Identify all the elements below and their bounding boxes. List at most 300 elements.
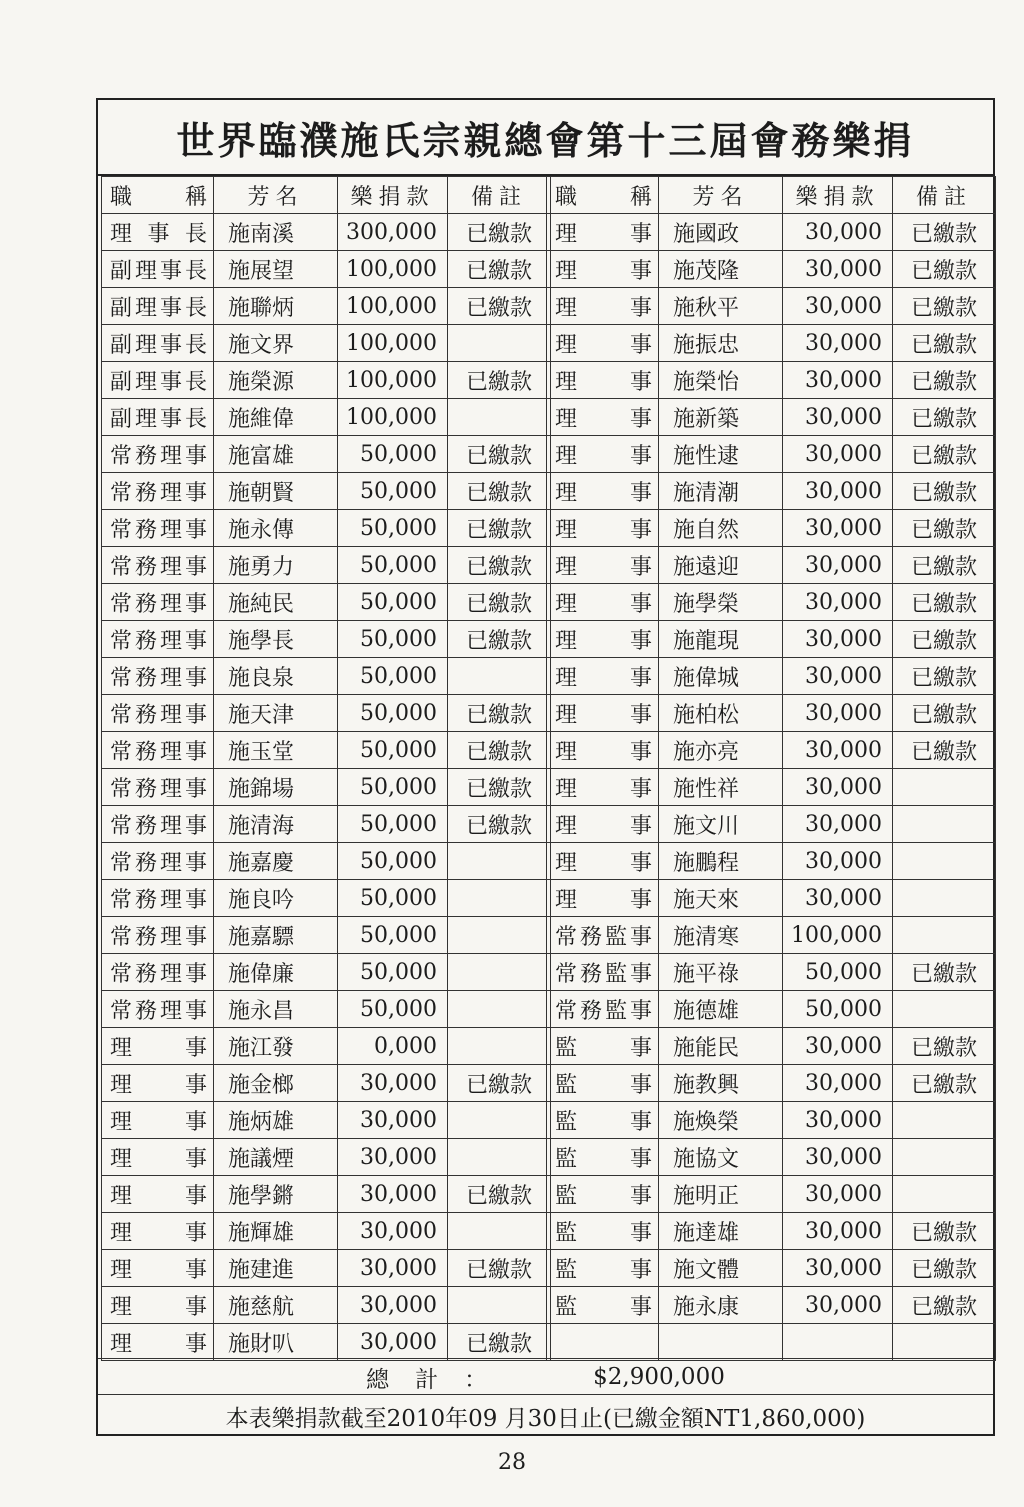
donor-name: 施清潮 [659, 473, 783, 510]
table-row [102, 806, 551, 843]
payment-note [448, 1028, 551, 1065]
donor-name: 施純民 [214, 584, 338, 621]
donation-amount: 30,000 [783, 584, 893, 621]
title-cell [547, 251, 659, 288]
donation-amount: 50,000 [338, 917, 448, 954]
donation-table-frame [96, 98, 995, 1436]
payment-note: 已繳款 [448, 473, 551, 510]
table-row [547, 547, 996, 584]
donation-amount: 30,000 [783, 1176, 893, 1213]
donation-amount: 100,000 [338, 399, 448, 436]
donation-amount: 30,000 [783, 510, 893, 547]
title-cell [547, 732, 659, 769]
donation-amount: 30,000 [783, 1213, 893, 1250]
position-title: 常 務 理 事 [110, 924, 207, 950]
table-row [547, 1028, 996, 1065]
position-title: 常 務 理 事 [110, 443, 207, 469]
title-cell [547, 1028, 659, 1065]
payment-note: 已繳款 [893, 547, 996, 584]
title-cell [547, 547, 659, 584]
position-title: 理 事 [555, 258, 652, 284]
table-row [102, 1102, 551, 1139]
table-row [547, 1102, 996, 1139]
donor-name: 施展望 [214, 251, 338, 288]
title-cell [547, 584, 659, 621]
title-cell [102, 436, 214, 473]
table-row [102, 732, 551, 769]
donation-amount: 50,000 [338, 843, 448, 880]
donor-name: 施偉廉 [214, 954, 338, 991]
position-title: 副 理 事 長 [110, 369, 207, 395]
table-header-row [102, 177, 551, 214]
position-title: 理 事 [555, 332, 652, 358]
donation-amount: 50,000 [783, 991, 893, 1028]
position-title: 監 事 [555, 1294, 652, 1320]
donation-amount: 50,000 [338, 732, 448, 769]
table-row [547, 658, 996, 695]
donor-name: 施文界 [214, 325, 338, 362]
position-title: 理 事 [555, 776, 652, 802]
payment-note: 已繳款 [893, 325, 996, 362]
table-row [547, 1324, 996, 1361]
title-cell [102, 1139, 214, 1176]
title-cell [102, 991, 214, 1028]
title-cell [102, 769, 214, 806]
position-title: 理 事 [110, 1183, 207, 1209]
position-title: 理 事 [555, 369, 652, 395]
title-cell [102, 1213, 214, 1250]
donation-amount: 30,000 [783, 880, 893, 917]
title-cell [547, 214, 659, 251]
position-title: 常 務 理 事 [110, 628, 207, 654]
donation-amount: 50,000 [338, 954, 448, 991]
donation-amount: 30,000 [783, 843, 893, 880]
table-row [102, 362, 551, 399]
position-title: 理 事 [555, 591, 652, 617]
position-title: 副 理 事 長 [110, 406, 207, 432]
table-row [102, 510, 551, 547]
title-cell [547, 288, 659, 325]
donor-name: 施永昌 [214, 991, 338, 1028]
title-cell [547, 658, 659, 695]
position-title: 副 理 事 長 [110, 295, 207, 321]
table-row [547, 362, 996, 399]
payment-note [448, 325, 551, 362]
title-cell [547, 1176, 659, 1213]
donor-name: 施永康 [659, 1287, 783, 1324]
payment-note [893, 917, 996, 954]
payment-note [448, 1139, 551, 1176]
title-cell [102, 1065, 214, 1102]
position-title: 常 務 理 事 [110, 887, 207, 913]
donation-amount: 50,000 [338, 769, 448, 806]
donor-name: 施良泉 [214, 658, 338, 695]
position-title: 監 事 [555, 1183, 652, 1209]
position-title: 常 務 理 事 [110, 665, 207, 691]
donor-name: 施柏松 [659, 695, 783, 732]
donor-name: 施性祥 [659, 769, 783, 806]
left-donor-table [101, 176, 551, 1361]
position-title: 監 事 [555, 1220, 652, 1246]
table-row [102, 917, 551, 954]
payment-note: 已繳款 [893, 732, 996, 769]
payment-note: 已繳款 [893, 399, 996, 436]
payment-note: 已繳款 [448, 288, 551, 325]
position-title: 常 務 理 事 [110, 591, 207, 617]
payment-note [893, 1102, 996, 1139]
position-title: 理 事 [555, 443, 652, 469]
payment-note: 已繳款 [893, 621, 996, 658]
title-cell [547, 917, 659, 954]
table-row [102, 547, 551, 584]
total-row [98, 1358, 993, 1395]
donation-amount: 30,000 [783, 1250, 893, 1287]
payment-note: 已繳款 [448, 1065, 551, 1102]
title-cell [102, 547, 214, 584]
donor-name: 施炳雄 [214, 1102, 338, 1139]
donation-amount: 30,000 [783, 1139, 893, 1176]
page-number: 28 [498, 1450, 526, 1475]
position-title: 理 事 [110, 1294, 207, 1320]
payment-note [893, 1324, 996, 1361]
donor-name: 施清寒 [659, 917, 783, 954]
payment-note [893, 843, 996, 880]
table-row [102, 769, 551, 806]
position-title: 理 事 [555, 887, 652, 913]
donor-name: 施永傳 [214, 510, 338, 547]
donor-name: 施茂隆 [659, 251, 783, 288]
table-row [547, 1287, 996, 1324]
table-row [547, 288, 996, 325]
donation-amount: 30,000 [338, 1250, 448, 1287]
title-cell [547, 362, 659, 399]
table-row [547, 214, 996, 251]
donor-name: 施聯炳 [214, 288, 338, 325]
title-cell [102, 473, 214, 510]
title-cell [102, 288, 214, 325]
title-cell [102, 917, 214, 954]
donor-name: 施良吟 [214, 880, 338, 917]
donor-name: 施明正 [659, 1176, 783, 1213]
right-donor-table [546, 176, 996, 1361]
payment-note: 已繳款 [893, 695, 996, 732]
position-title: 常 務 監 事 [555, 924, 652, 950]
position-title: 理 事 [555, 517, 652, 543]
donor-name: 施財叭 [214, 1324, 338, 1361]
position-title: 副 理 事 長 [110, 258, 207, 284]
donor-name: 施天津 [214, 695, 338, 732]
donation-amount: 30,000 [338, 1287, 448, 1324]
title-cell [547, 325, 659, 362]
donor-name: 施偉城 [659, 658, 783, 695]
position-title: 理 事 [555, 406, 652, 432]
table-row [547, 251, 996, 288]
title-cell [547, 1287, 659, 1324]
table-row [102, 1287, 551, 1324]
total-label: 總計： [366, 1366, 514, 1393]
payment-note [448, 1213, 551, 1250]
header-amount: 樂捐款 [783, 177, 893, 214]
donation-amount: 30,000 [338, 1213, 448, 1250]
table-row [547, 436, 996, 473]
table-row [102, 991, 551, 1028]
table-row [547, 473, 996, 510]
donation-amount: 50,000 [338, 991, 448, 1028]
donor-name: 施玉堂 [214, 732, 338, 769]
donation-amount: 0,000 [338, 1028, 448, 1065]
table-row [102, 1139, 551, 1176]
donation-amount: 100,000 [783, 917, 893, 954]
table-row [547, 584, 996, 621]
payment-note: 已繳款 [893, 362, 996, 399]
donation-amount: 30,000 [783, 251, 893, 288]
payment-note [448, 1287, 551, 1324]
position-title: 理 事 [555, 665, 652, 691]
payment-note [448, 1102, 551, 1139]
table-row [547, 954, 996, 991]
payment-note: 已繳款 [448, 547, 551, 584]
payment-note [448, 658, 551, 695]
title-cell [547, 695, 659, 732]
position-title: 理 事 [110, 1331, 207, 1357]
payment-note: 已繳款 [448, 1324, 551, 1361]
donation-amount: 50,000 [338, 473, 448, 510]
position-title: 常 務 理 事 [110, 813, 207, 839]
donor-name: 施國政 [659, 214, 783, 251]
title-cell [547, 473, 659, 510]
donor-name: 施江發 [214, 1028, 338, 1065]
position-title: 理 事 [110, 1109, 207, 1135]
donation-amount: 30,000 [338, 1139, 448, 1176]
title-cell [102, 251, 214, 288]
table-row [547, 1250, 996, 1287]
table-row [102, 1213, 551, 1250]
payment-note: 已繳款 [893, 288, 996, 325]
donation-amount: 30,000 [783, 325, 893, 362]
table-row [547, 806, 996, 843]
title-cell [547, 399, 659, 436]
donor-name: 施榮源 [214, 362, 338, 399]
donation-amount: 30,000 [783, 1102, 893, 1139]
payment-note [893, 1176, 996, 1213]
payment-note [448, 843, 551, 880]
table-row [547, 732, 996, 769]
donation-amount: 30,000 [338, 1102, 448, 1139]
payment-note: 已繳款 [893, 214, 996, 251]
title-cell [547, 769, 659, 806]
payment-note: 已繳款 [448, 621, 551, 658]
donor-name: 施富雄 [214, 436, 338, 473]
position-title: 理 事 [555, 480, 652, 506]
donor-name: 施金榔 [214, 1065, 338, 1102]
donor-name: 施振忠 [659, 325, 783, 362]
title-cell [547, 1065, 659, 1102]
donor-name: 施南溪 [214, 214, 338, 251]
payment-note: 已繳款 [448, 695, 551, 732]
position-title: 監 事 [555, 1257, 652, 1283]
payment-note: 已繳款 [893, 1213, 996, 1250]
title-cell [547, 1324, 659, 1361]
position-title: 理 事 [110, 1072, 207, 1098]
title-cell [547, 991, 659, 1028]
payment-note: 已繳款 [893, 584, 996, 621]
table-row [547, 1139, 996, 1176]
table-row [547, 991, 996, 1028]
position-title: 理 事 [110, 1146, 207, 1172]
position-title: 常 務 理 事 [110, 776, 207, 802]
position-title: 理 事 [555, 554, 652, 580]
donation-amount: 50,000 [338, 436, 448, 473]
payment-note: 已繳款 [448, 732, 551, 769]
title-cell [547, 1213, 659, 1250]
donation-amount: 50,000 [338, 658, 448, 695]
payment-note: 已繳款 [448, 584, 551, 621]
payment-note: 已繳款 [448, 510, 551, 547]
title-cell [102, 621, 214, 658]
donation-amount: 30,000 [783, 658, 893, 695]
donation-amount: 100,000 [338, 288, 448, 325]
header-amount: 樂捐款 [338, 177, 448, 214]
title-cell [102, 399, 214, 436]
position-title: 常 務 理 事 [110, 998, 207, 1024]
donor-name: 施榮怡 [659, 362, 783, 399]
title-cell [547, 436, 659, 473]
table-row [547, 325, 996, 362]
title-cell [547, 621, 659, 658]
payment-note: 已繳款 [448, 436, 551, 473]
title-cell [102, 843, 214, 880]
title-cell [102, 806, 214, 843]
donation-amount: 30,000 [783, 806, 893, 843]
donor-name: 施秋平 [659, 288, 783, 325]
payment-note [448, 917, 551, 954]
payment-note [893, 880, 996, 917]
payment-note: 已繳款 [893, 436, 996, 473]
header-note: 備註 [448, 177, 551, 214]
title-cell [547, 1139, 659, 1176]
position-title: 理 事 長 [110, 221, 207, 247]
donor-name: 施清海 [214, 806, 338, 843]
donation-amount: 50,000 [338, 547, 448, 584]
header-name: 芳名 [214, 177, 338, 214]
position-title: 理 事 [555, 850, 652, 876]
payment-note: 已繳款 [448, 362, 551, 399]
donation-amount: 50,000 [783, 954, 893, 991]
donor-name [659, 1324, 783, 1361]
payment-note: 已繳款 [448, 806, 551, 843]
donor-name: 施自然 [659, 510, 783, 547]
payment-note: 已繳款 [893, 510, 996, 547]
table-row [102, 1250, 551, 1287]
position-title: 常 務 監 事 [555, 998, 652, 1024]
title-cell [102, 1028, 214, 1065]
payment-note: 已繳款 [448, 251, 551, 288]
donation-amount: 30,000 [783, 214, 893, 251]
table-row [547, 917, 996, 954]
donor-name: 施文體 [659, 1250, 783, 1287]
donation-amount: 300,000 [338, 214, 448, 251]
donor-name: 施遠迎 [659, 547, 783, 584]
title-cell [102, 1176, 214, 1213]
table-row [547, 1176, 996, 1213]
position-title: 常 務 監 事 [555, 961, 652, 987]
donation-amount: 30,000 [783, 1065, 893, 1102]
donor-name: 施性逮 [659, 436, 783, 473]
table-row [102, 1176, 551, 1213]
payment-note [448, 954, 551, 991]
donor-name: 施鵬程 [659, 843, 783, 880]
payment-note: 已繳款 [893, 1250, 996, 1287]
table-row [102, 880, 551, 917]
title-cell [547, 954, 659, 991]
donation-amount: 50,000 [338, 510, 448, 547]
donation-amount: 50,000 [338, 880, 448, 917]
position-title: 監 事 [555, 1109, 652, 1135]
payment-note: 已繳款 [448, 214, 551, 251]
donation-amount: 30,000 [783, 362, 893, 399]
donor-name: 施天來 [659, 880, 783, 917]
table-row [102, 288, 551, 325]
donor-name: 施學鏘 [214, 1176, 338, 1213]
title-cell [102, 658, 214, 695]
donor-name: 施輝雄 [214, 1213, 338, 1250]
position-title: 理 事 [555, 628, 652, 654]
donor-name: 施勇力 [214, 547, 338, 584]
table-row [102, 954, 551, 991]
position-title: 常 務 理 事 [110, 961, 207, 987]
payment-note: 已繳款 [893, 251, 996, 288]
donation-amount [783, 1324, 893, 1361]
total-value: $2,900,000 [593, 1364, 725, 1390]
table-row [102, 325, 551, 362]
table-row [102, 658, 551, 695]
title-cell [102, 510, 214, 547]
position-title: 理 事 [555, 813, 652, 839]
payment-note: 已繳款 [893, 658, 996, 695]
donor-name: 施德雄 [659, 991, 783, 1028]
table-row [547, 843, 996, 880]
payment-note: 已繳款 [448, 769, 551, 806]
donor-name: 施亦亮 [659, 732, 783, 769]
table-row [102, 1028, 551, 1065]
payment-note [448, 880, 551, 917]
payment-note: 已繳款 [893, 1028, 996, 1065]
donation-amount: 30,000 [783, 473, 893, 510]
payment-note [893, 1139, 996, 1176]
donor-name: 施學長 [214, 621, 338, 658]
table-row [102, 399, 551, 436]
payment-note: 已繳款 [448, 1176, 551, 1213]
donor-name: 施維偉 [214, 399, 338, 436]
donation-amount: 30,000 [783, 769, 893, 806]
header-title-cell [547, 177, 659, 214]
title-cell [102, 1287, 214, 1324]
table-row [102, 695, 551, 732]
title-cell [547, 806, 659, 843]
title-cell [102, 325, 214, 362]
payment-note: 已繳款 [893, 954, 996, 991]
title-cell [547, 1102, 659, 1139]
position-title: 理 事 [110, 1220, 207, 1246]
donor-name: 施教興 [659, 1065, 783, 1102]
payment-note [893, 806, 996, 843]
donation-amount: 30,000 [338, 1065, 448, 1102]
table-row [102, 214, 551, 251]
position-title: 理 事 [555, 702, 652, 728]
donation-amount: 100,000 [338, 251, 448, 288]
payment-note: 已繳款 [893, 1065, 996, 1102]
donation-amount: 30,000 [783, 436, 893, 473]
